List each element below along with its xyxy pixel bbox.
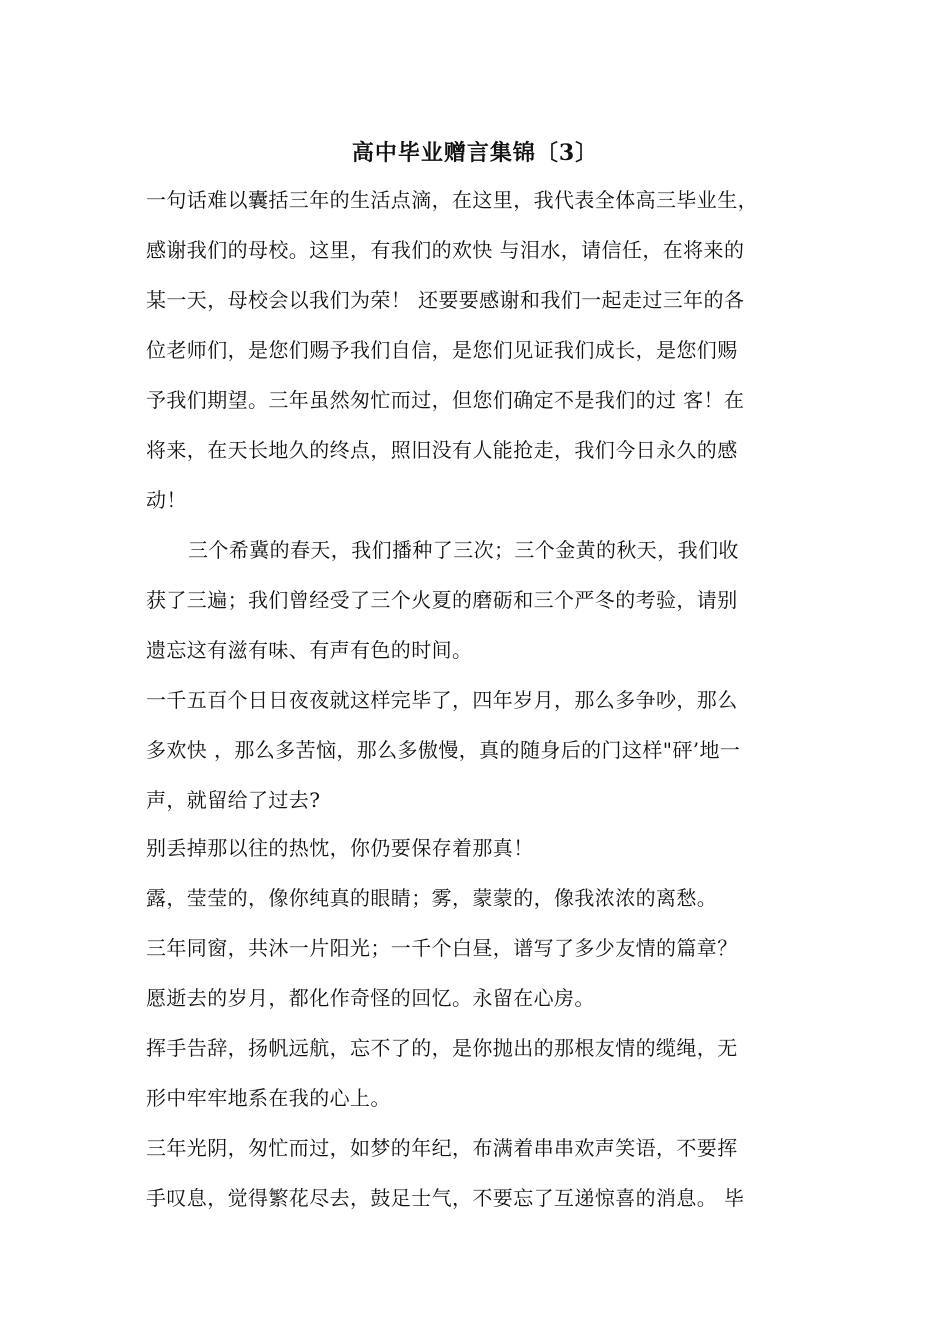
text-line: 多欢快 ，那么多苦恼，那么多傲慢，真的随身后的门这样"砰’地一 [146,738,741,762]
text-line: 遗忘这有滋有味、有声有色的时间。 [146,638,473,662]
text-line: 露，莹莹的，像你纯真的眼睛；雾，蒙蒙的，像我浓浓的离愁。 [146,886,718,910]
text-line: 某一天，母校会以我们为荣！ 还要要感谢和我们一起走过三年的各 [146,288,745,312]
text-line: 获了三遍；我们曾经受了三个火夏的磨砺和三个严冬的考验，请别 [146,588,738,612]
text-line: 位老师们，是您们赐予我们自信，是您们见证我们成长，是您们赐 [146,338,738,362]
text-line: 三年光阴，匆忙而过，如梦的年纪，布满着串串欢声笑语，不要挥 [146,1136,738,1160]
text-line: 一句话难以囊括三年的生活点滴，在这里，我代表全体高三毕业生， [146,188,758,212]
text-line: 愿逝去的岁月，都化作奇怪的回忆。永留在心房。 [146,986,595,1010]
text-line: 三年同窗，共沐一片阳光；一千个白昼，谱写了多少友情的篇章？ [146,936,738,960]
text-line: 动！ [146,488,187,512]
page-title: 高中毕业赠言集锦〔3〕 [351,140,599,166]
text-line: 挥手告辞，扬帆远航，忘不了的，是你抛出的那根友情的缆绳，无 [146,1036,738,1060]
text-line: 感谢我们的母校。这里，有我们的欢快 与泪水，请信任，在将来的 [146,238,745,262]
text-line: 一千五百个日日夜夜就这样完毕了，四年岁月，那么多争吵，那么 [146,688,738,712]
text-line: 形中牢牢地系在我的心上。 [146,1086,391,1110]
text-line: 别丢掉那以往的热忱，你仍要保存着那真！ [146,836,534,860]
text-line: 声，就留给了过去? [146,788,321,812]
text-line: 将来，在天长地久的终点，照旧没有人能抢走，我们今日永久的感 [146,438,738,462]
text-line: 予我们期望。三年虽然匆忙而过，但您们确定不是我们的过 客！在 [146,388,745,412]
text-line: 手叹息，觉得繁花尽去，鼓足士气，不要忘了互递惊喜的消息。 毕 [146,1186,745,1210]
text-line: 三个希冀的春天，我们播种了三次；三个金黄的秋天，我们收 [188,538,739,562]
